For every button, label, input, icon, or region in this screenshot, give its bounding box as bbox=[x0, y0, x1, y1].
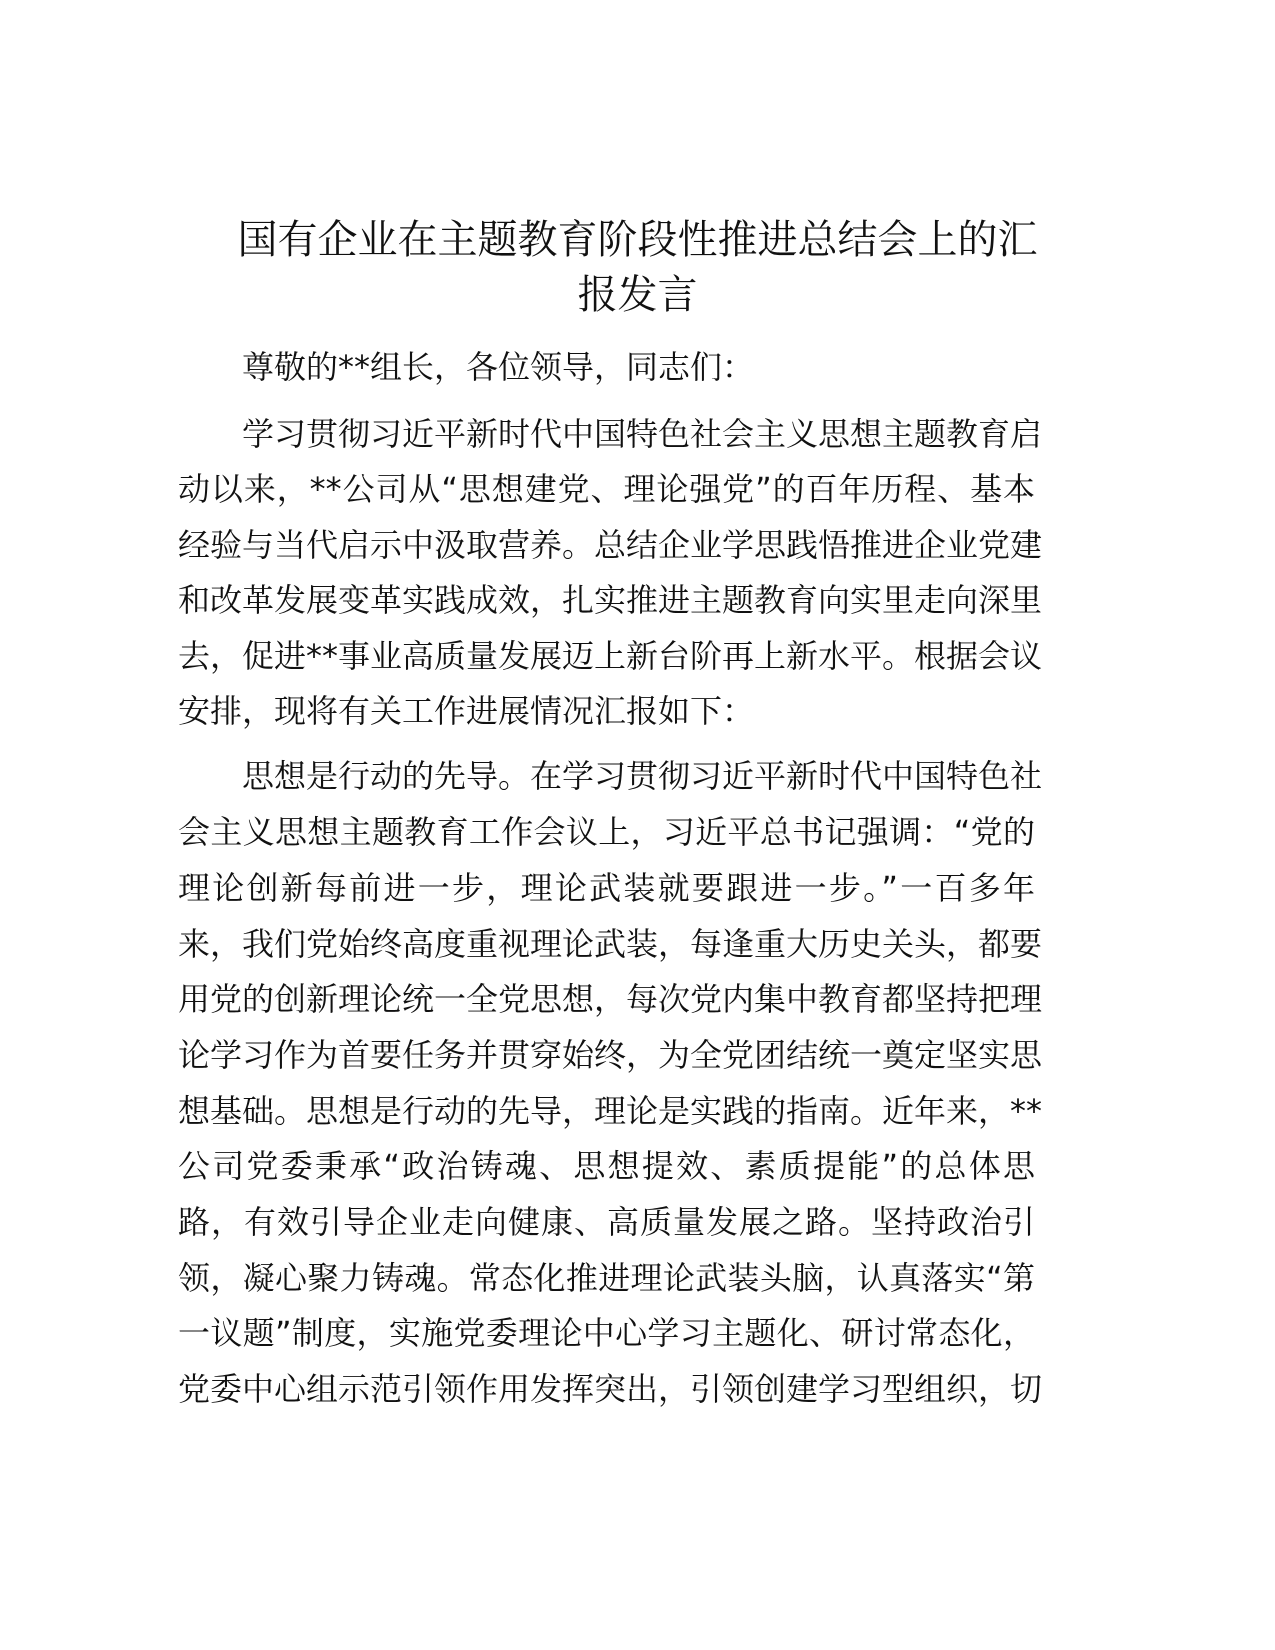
paragraph-line: 路，有效引导企业走向健康、高质量发展之路。坚持政治引 bbox=[178, 1203, 1035, 1241]
paragraph-line: 经验与当代启示中汲取营养。总结企业学思践悟推进企业党建 bbox=[178, 526, 1043, 564]
paragraph-line: 动以来，**公司从“思想建党、理论强党”的百年历程、基本 bbox=[178, 470, 1035, 508]
paragraph-line: 公司党委秉承“政治铸魂、思想提效、素质提能”的总体思 bbox=[178, 1147, 1035, 1185]
salutation: 尊敬的**组长，各位领导，同志们： bbox=[242, 348, 755, 386]
document-title-line-1: 国有企业在主题教育阶段性推进总结会上的汇 bbox=[237, 217, 1038, 263]
paragraph-line: 思想是行动的先导。在学习贯彻习近平新时代中国特色社 bbox=[242, 757, 1043, 795]
paragraph-line: 党委中心组示范引领作用发挥突出，引领创建学习型组织，切 bbox=[178, 1370, 1043, 1408]
paragraph-line: 来，我们党始终高度重视理论武装，每逢重大历史关头，都要 bbox=[178, 925, 1043, 963]
paragraph-line: 一议题”制度，实施党委理论中心学习主题化、研讨常态化， bbox=[178, 1314, 1035, 1352]
paragraph-line: 去，促进**事业高质量发展迈上新台阶再上新水平。根据会议 bbox=[178, 637, 1043, 675]
paragraph-line: 领，凝心聚力铸魂。常态化推进理论武装头脑，认真落实“第 bbox=[178, 1259, 1035, 1297]
paragraph-line: 和改革发展变革实践成效，扎实推进主题教育向实里走向深里 bbox=[178, 581, 1043, 619]
document-title-line-2: 报发言 bbox=[577, 272, 698, 318]
paragraph-line: 学习贯彻习近平新时代中国特色社会主义思想主题教育启 bbox=[242, 415, 1043, 453]
paragraph-line: 会主义思想主题教育工作会议上，习近平总书记强调：“党的 bbox=[178, 813, 1035, 851]
paragraph-line: 用党的创新理论统一全党思想，每次党内集中教育都坚持把理 bbox=[178, 980, 1043, 1018]
paragraph-line: 想基础。思想是行动的先导，理论是实践的指南。近年来，** bbox=[178, 1092, 1043, 1130]
paragraph-line: 理论创新每前进一步，理论武装就要跟进一步。”一百多年 bbox=[178, 869, 1035, 907]
paragraph-line: 论学习作为首要任务并贯穿始终，为全党团结统一奠定坚实思 bbox=[178, 1036, 1043, 1074]
paragraph-line: 安排，现将有关工作进展情况汇报如下： bbox=[178, 692, 755, 730]
